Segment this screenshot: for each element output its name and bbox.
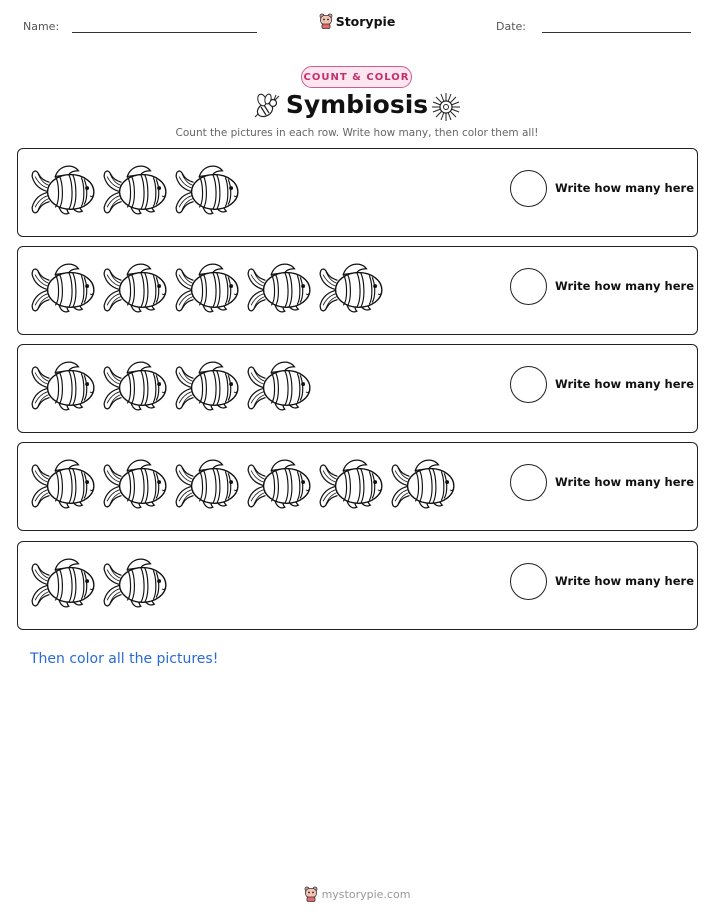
date-label: Date: bbox=[496, 20, 526, 33]
clownfish-icon bbox=[30, 261, 96, 315]
storypie-mascot-icon bbox=[319, 13, 333, 29]
answer-circle[interactable] bbox=[510, 170, 547, 207]
answer-label: Write how many here bbox=[555, 377, 694, 391]
count-row-3 bbox=[17, 344, 698, 433]
answer-label: Write how many here bbox=[555, 475, 694, 489]
clownfish-icon bbox=[30, 457, 96, 511]
clownfish-icon bbox=[102, 556, 168, 610]
answer-circle[interactable] bbox=[510, 563, 547, 600]
clownfish-icon bbox=[102, 163, 168, 217]
clownfish-icon bbox=[390, 457, 456, 511]
date-line[interactable] bbox=[542, 32, 691, 33]
count-color-badge: COUNT & COLOR bbox=[301, 66, 412, 88]
picture-group bbox=[30, 457, 456, 511]
site-url: mystorypie.com bbox=[321, 887, 411, 901]
clownfish-icon bbox=[246, 359, 312, 413]
brand-name: Storypie bbox=[335, 13, 396, 29]
clownfish-icon bbox=[30, 163, 96, 217]
clownfish-icon bbox=[246, 261, 312, 315]
site-footer bbox=[0, 886, 714, 902]
clownfish-icon bbox=[174, 261, 240, 315]
picture-group bbox=[30, 359, 312, 413]
clownfish-icon bbox=[174, 457, 240, 511]
answer-label: Write how many here bbox=[555, 181, 694, 195]
answer-label: Write how many here bbox=[555, 574, 694, 588]
picture-group bbox=[30, 163, 240, 217]
name-label: Name: bbox=[23, 20, 60, 33]
clownfish-icon bbox=[30, 556, 96, 610]
clownfish-icon bbox=[318, 457, 384, 511]
answer-circle[interactable] bbox=[510, 268, 547, 305]
clownfish-icon bbox=[102, 359, 168, 413]
instructions: Count the pictures in each row. Write how many, then color them all! bbox=[175, 127, 539, 139]
clownfish-icon bbox=[30, 359, 96, 413]
answer-label: Write how many here bbox=[555, 279, 694, 293]
clownfish-icon bbox=[102, 261, 168, 315]
picture-group bbox=[30, 556, 168, 610]
name-line[interactable] bbox=[72, 32, 257, 33]
brand bbox=[0, 13, 714, 29]
count-row-1 bbox=[17, 148, 698, 237]
answer-circle[interactable] bbox=[510, 366, 547, 403]
clownfish-icon bbox=[318, 261, 384, 315]
clownfish-icon bbox=[102, 457, 168, 511]
clownfish-icon bbox=[174, 163, 240, 217]
clownfish-icon bbox=[174, 359, 240, 413]
count-row-4 bbox=[17, 442, 698, 531]
sea-anemone-icon bbox=[430, 91, 462, 123]
footer-note: Then color all the pictures! bbox=[30, 651, 219, 667]
count-row-5 bbox=[17, 541, 698, 630]
clownfish-icon bbox=[246, 457, 312, 511]
page-title: Symbiosis bbox=[285, 90, 429, 119]
picture-group bbox=[30, 261, 384, 315]
storypie-mascot-icon bbox=[304, 886, 318, 902]
count-row-2 bbox=[17, 246, 698, 335]
answer-circle[interactable] bbox=[510, 464, 547, 501]
